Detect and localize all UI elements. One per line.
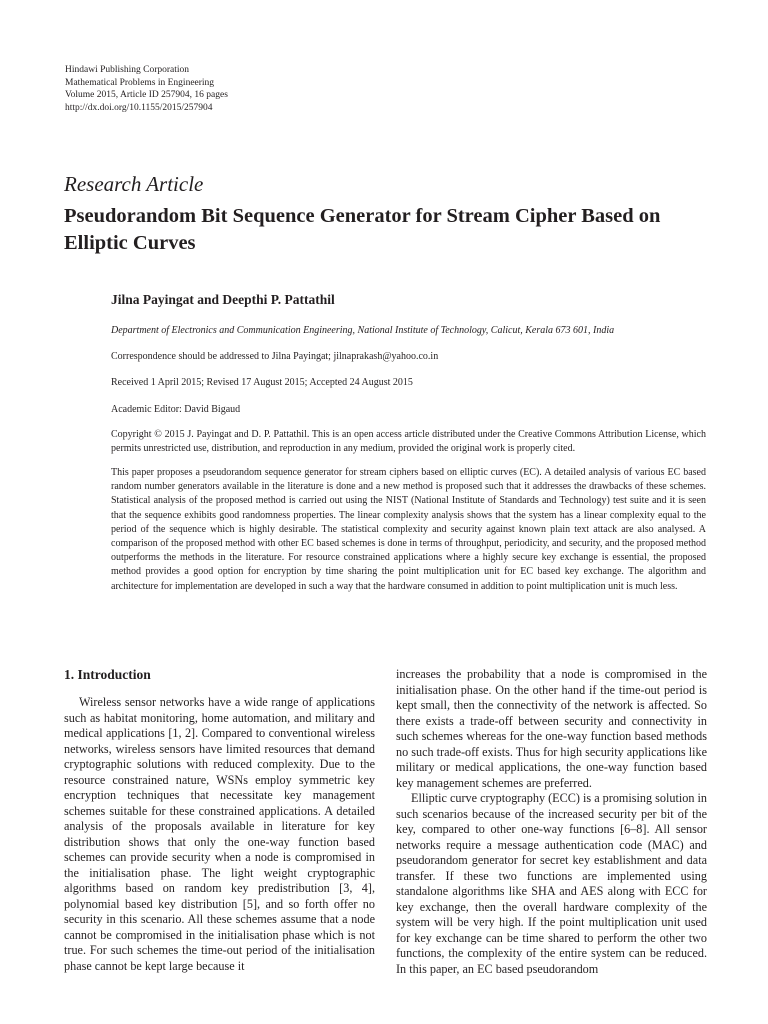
received-dates: Received 1 April 2015; Revised 17 August 2015; Accepted 24 August 2015 <box>111 377 413 388</box>
intro-paragraph-1: Wireless sensor networks have a wide range of applications such as habitat monitoring, home automation, and military and medical applications [1, 2]. Compared to conventional wireless networks, wireless sensors have limited resources that demand cryptographic solutions with reduced complexity. Due to the resource constrained nature, WSNs employ symmetric key encryption techniques that necessitate key management schemes suitable for these constrained applications. A detailed analysis of the proposals available in literature for key distribution shows that only the one-way function based schemes can provide security when a node is compromised in the initialisation phase. The light weight cryptographic algorithms based on random key predistribution [3, 4], polynomial based key distribution [5], and so forth offer no security in this scenario. All these schemes assume that a node cannot be compromised in the initialisation phase which is not true. For such schemes the time-out period of the initialisation phase cannot be kept large because it <box>64 695 375 973</box>
article-title: Pseudorandom Bit Sequence Generator for Stream Cipher Based on Elliptic Curves <box>64 205 661 254</box>
section-heading: 1. Introduction <box>64 667 151 682</box>
intro-paragraph-continued: increases the probability that a node is compromised in the initialisation phase. On the other hand if the time-out period is kept small, then the connectivity of the network is affected. So there exists a trade-off between security and connectivity in such schemes whereas for the one-way function based methods no such trade-off exists. Thus for high security applications like military or medical applications, the one-way function based key management schemes are preferred. <box>396 667 707 790</box>
affiliation: Department of Electronics and Communication Engineering, National Institute of Technology, Calicut, Kerala 673 601, India <box>111 325 615 336</box>
abstract: This paper proposes a pseudorandom sequence generator for stream ciphers based on elliptic curves (EC). A detailed analysis of various EC based random number generators available in the literature is done and a new method is proposed such that it addresses the drawbacks of these schemes. Statistical analysis of the proposed method is carried out using the NIST (National Institute of Standards and Technology) test suite and it is seen that the sequence exhibits good randomness properties. The linear complexity analysis shows that the system has a linear complexity equal to the period of the sequence which is highly desirable. The statistical complexity and security against known plain text attack are also analysed. A comparison of the proposed method with other EC based schemes is done in terms of throughput, periodicity, and security, and the proposed method outperforms the methods in the literature. For resource constrained applications where a highly secure key exchange is essential, the proposed method provides a good option for encryption by time sharing the point multiplication unit for EC based key exchange. The algorithm and architecture for implementation are developed in such a way that the hardware consumed in addition to point multiplication unit is much less. <box>111 467 706 592</box>
copyright-notice: Copyright © 2015 J. Payingat and D. P. Pattathil. This is an open access article distributed under the Creative Commons Attribution License, which permits unrestricted use, distribution, and reproduction in any medium, provided the original work is properly cited. <box>111 429 706 454</box>
page-bottom-mask <box>0 1008 768 1024</box>
right-column <box>396 667 707 977</box>
doi-link[interactable]: http://dx.doi.org/10.1155/2015/257904 <box>65 102 213 113</box>
volume-info: Volume 2015, Article ID 257904, 16 pages <box>65 90 228 100</box>
journal-header <box>65 64 228 114</box>
authors: Jilna Payingat and Deepthi P. Pattathil <box>111 292 335 307</box>
intro-paragraph-2: Elliptic curve cryptography (ECC) is a promising solution in such scenarios because of the increased security per bit of the key, compared to other one-way functions [6–8]. All sensor networks require a message authentication code (MAC) and pseudorandom generator for secret key establishment and data transfer. If these two functions are implemented using standalone algorithms like SHA and AES along with ECC for key exchange, then the overall hardware complexity of the system will be very high. If the point multiplication unit used for key exchange can be time shared to perform the other two functions, the complexity of the entire system can be reduced. In this paper, an EC based pseudorandom <box>396 791 707 976</box>
publisher-name: Hindawi Publishing Corporation <box>65 65 190 75</box>
correspondence: Correspondence should be addressed to Jilna Payingat; jilnaprakash@yahoo.co.in <box>111 351 439 362</box>
article-type: Research Article <box>64 172 204 196</box>
journal-name: Mathematical Problems in Engineering <box>65 77 215 88</box>
left-column <box>64 667 375 974</box>
academic-editor: Academic Editor: David Bigaud <box>111 404 241 415</box>
